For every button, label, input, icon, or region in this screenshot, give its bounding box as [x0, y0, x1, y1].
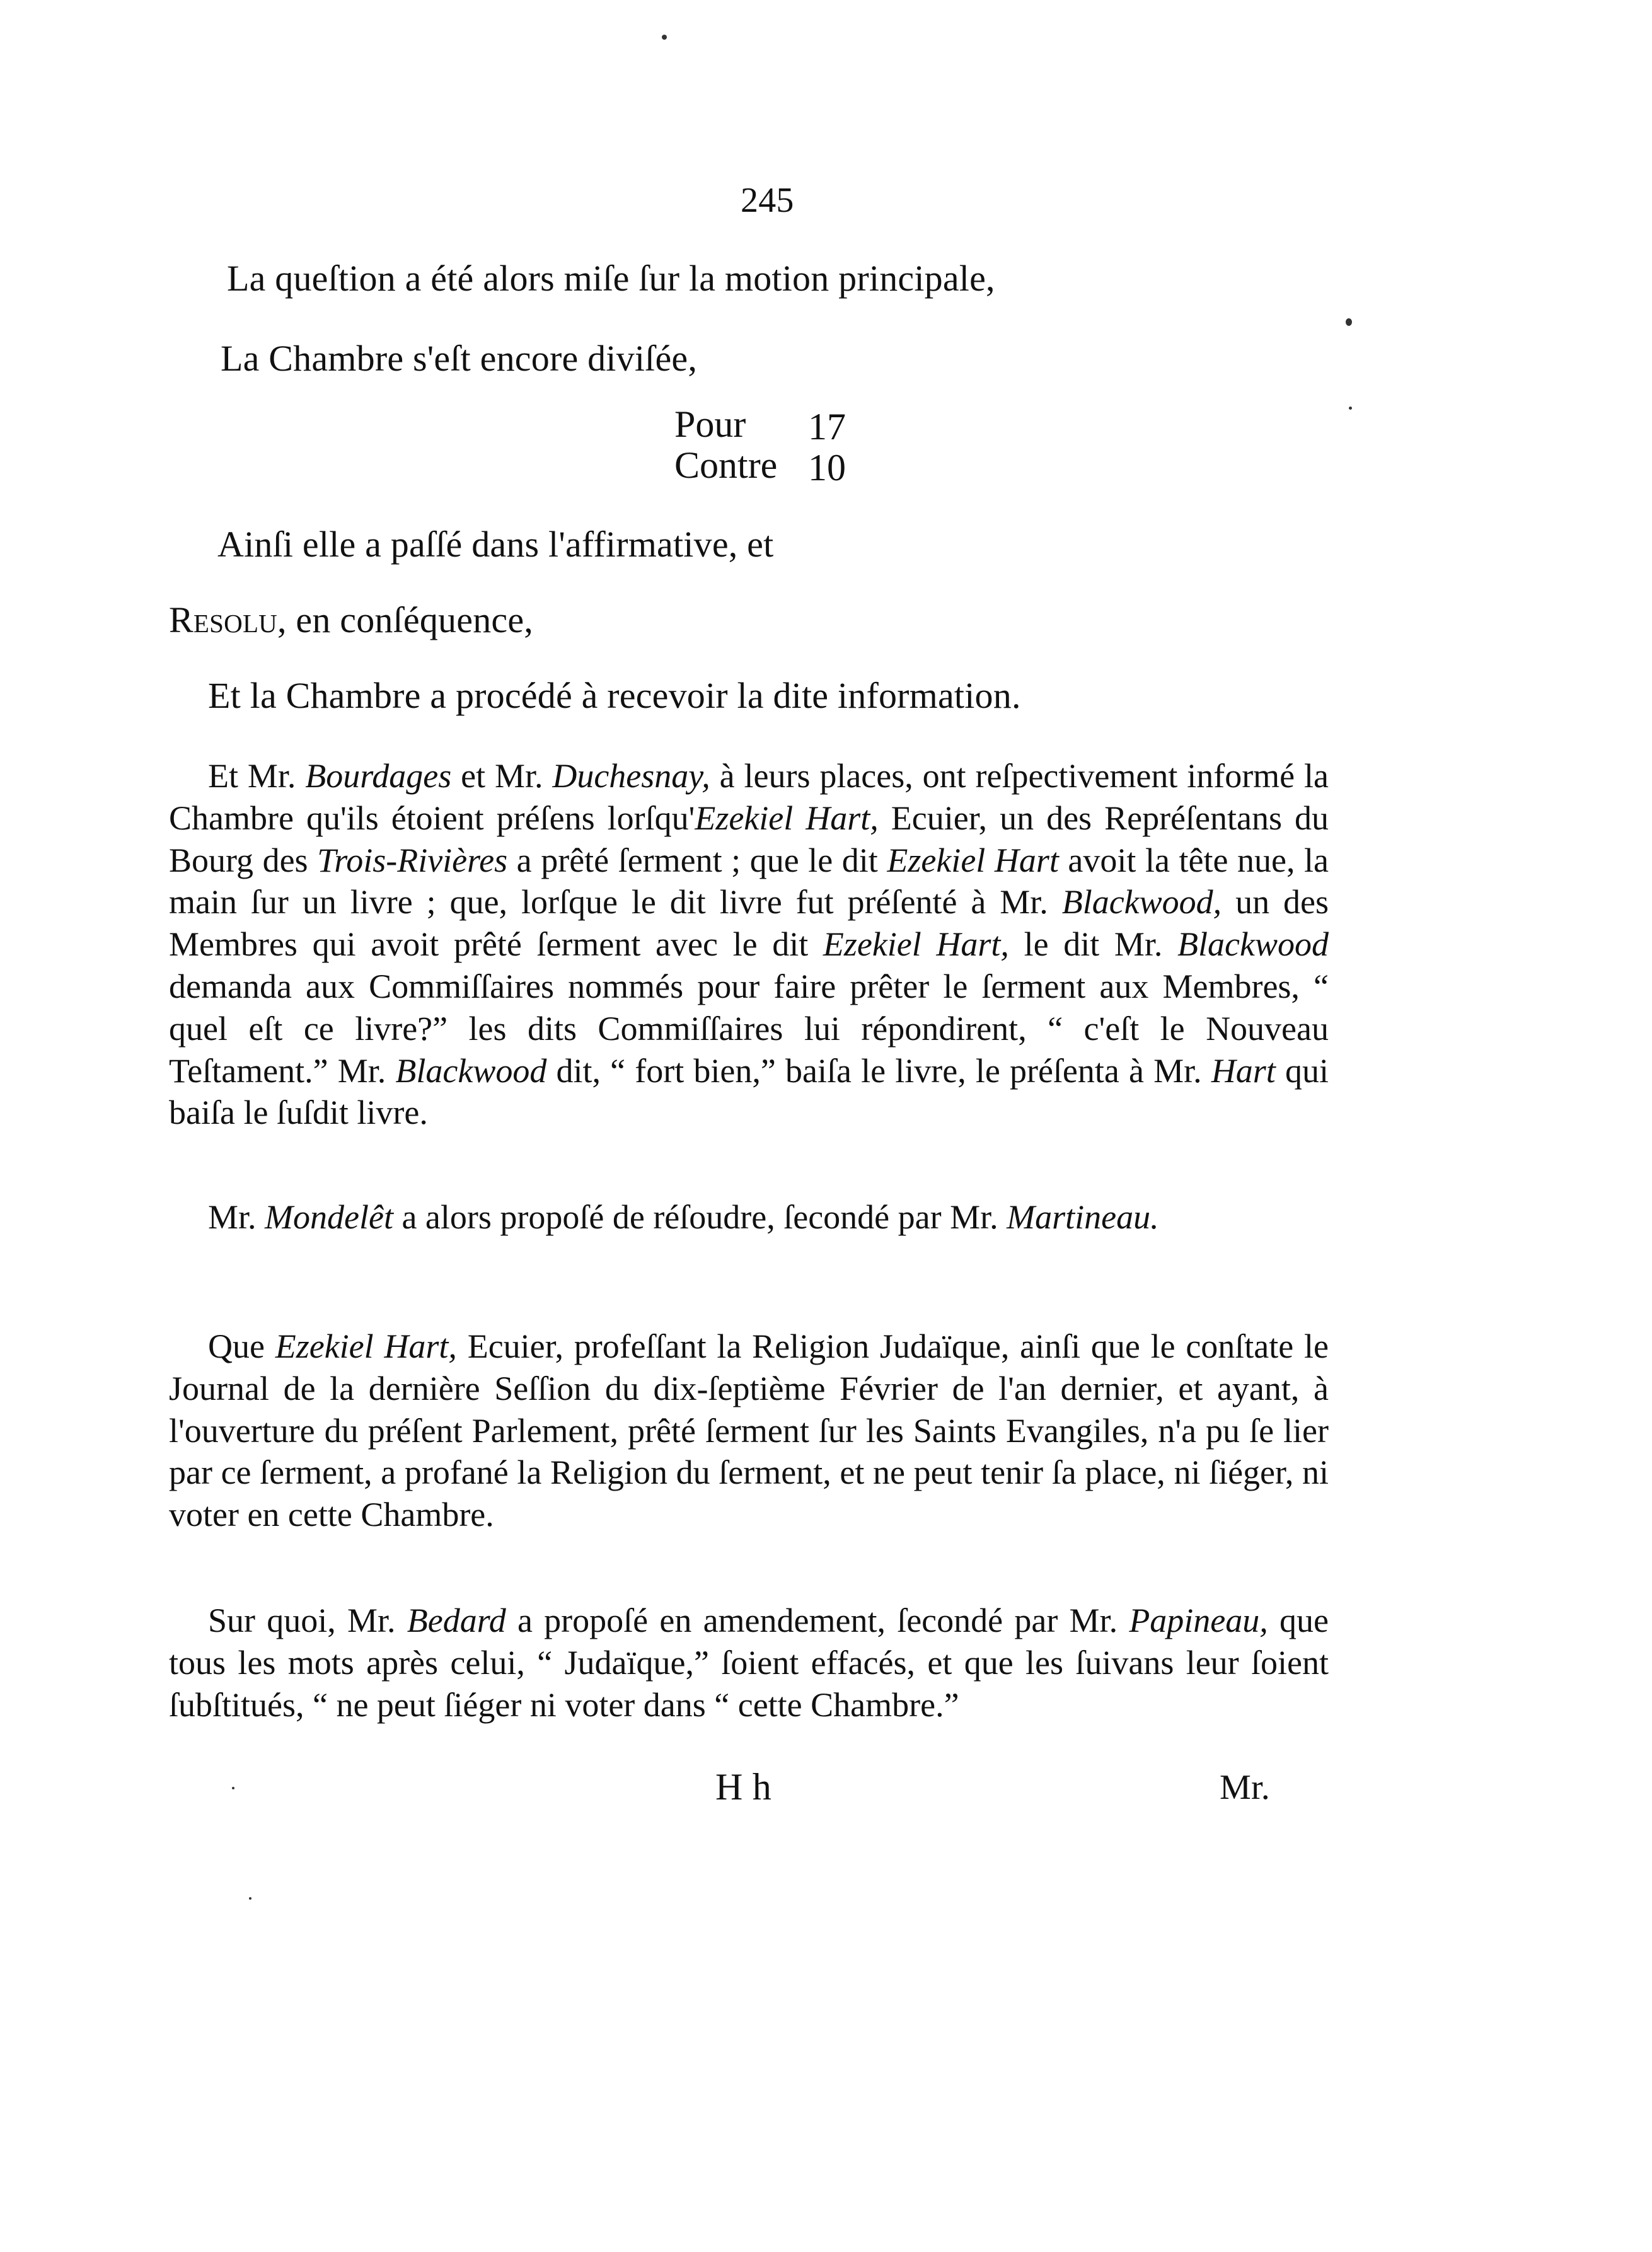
name-martineau: Martineau.: [1007, 1198, 1159, 1236]
vote-pour-label: Pour: [674, 403, 746, 445]
name-trois-rivieres: Trois-Rivières: [317, 841, 508, 879]
vote-pour-value: 17: [808, 406, 846, 448]
line-question-mise: La queſtion a été alors miſe ſur la motion principale,: [227, 258, 995, 299]
name-bedard: Bedard: [407, 1602, 506, 1639]
scan-speck: [249, 1897, 251, 1900]
scan-speck: [1349, 407, 1352, 410]
name-ezekiel-hart: Ezekiel Hart: [887, 841, 1059, 879]
signature-mark: H h: [715, 1766, 771, 1808]
paragraph-oath-report: Et Mr. Bourdages et Mr. Duchesnay, à leurs places, ont reſpectivement informé la Chambre qu'ils étoient préſens lorſqu'Ezekiel Hart, Ecuier, un des Repréſentans du Bourg des Trois-Rivières a prêté ſerment ; que le dit Ezekiel Hart avoit la tête nue, la main ſur un livre ; que, lorſque le dit livre fut préſenté à Mr. Blackwood, un des Membres qui avoit prêté ſerment avec le dit Ezekiel Hart, le dit Mr. Blackwood demanda aux Commiſſaires nommés pour faire prêter le ſerment aux Membres, “ quel eſt ce livre?” les dits Commiſſaires lui répondirent, “ c'eſt le Nouveau Teſtament.” Mr. Blackwood dit, “ fort bien,” baiſa le livre, le préſenta à Mr. Hart qui baiſa le ſuſdit livre.: [169, 757, 1329, 1132]
resolu-rest: en conſéquence,: [296, 599, 533, 640]
paragraph-bedard-amendment: Sur quoi, Mr. Bedard a propoſé en amendement, ſecondé par Mr. Papineau, que tous les mots après celui, “ Judaïque,” ſoient effacés, et que les ſuivans leur ſoient ſubſtitués, “ ne peut ſiéger ni voter dans “ cette Chambre.”: [169, 1602, 1329, 1724]
name-mondelet: Mondelêt: [265, 1198, 393, 1236]
scan-speck: [1346, 318, 1352, 326]
name-ezekiel-hart: Ezekiel Hart,: [695, 799, 879, 837]
name-duchesnay: Duchesnay,: [552, 757, 710, 795]
paragraph-resolution-text: Que Ezekiel Hart, Ecuier, profeſſant la Religion Judaïque, ainſi que le conſtate le Journal de la dernière Seſſion du dix-ſeptième Février de l'an dernier, et ayant, à l'ouverture du préſent Parlement, prêté ſerment ſur les Saints Evangiles, n'a pu ſe lier par ce ſerment, a profané la Religion du ſerment, et ne peut tenir ſa place, ni ſiéger, ni voter en cette Chambre.: [169, 1327, 1329, 1534]
vote-contre-label: Contre: [674, 444, 778, 486]
name-blackwood: Blackwood: [1177, 925, 1329, 964]
resolu-word: Resolu,: [169, 599, 287, 640]
paragraph-mondelet-motion: Mr. Mondelêt a alors propoſé de réſoudre, ſecondé par Mr. Martineau.: [208, 1198, 1159, 1236]
name-bourdages: Bourdages: [305, 757, 452, 795]
line-chambre-divisee: La Chambre s'eſt encore diviſée,: [221, 338, 698, 379]
scan-speck: [232, 1787, 234, 1789]
line-resolu: [169, 599, 533, 640]
line-information: Et la Chambre a procédé à recevoir la dite information.: [208, 675, 1021, 716]
name-papineau: Papineau,: [1129, 1602, 1268, 1639]
name-blackwood: Blackwood: [395, 1051, 547, 1090]
name-blackwood: Blackwood,: [1061, 883, 1222, 921]
name-hart: Hart: [1211, 1051, 1276, 1090]
page-number: 245: [741, 181, 794, 220]
line-affirmative: Ainſi elle a paſſé dans l'affirmative, et: [217, 524, 774, 565]
name-ezekiel-hart: Ezekiel Hart,: [275, 1327, 457, 1365]
scan-speck: [662, 35, 667, 40]
name-ezekiel-hart: Ezekiel Hart,: [823, 925, 1009, 964]
vote-contre-value: 10: [808, 447, 846, 488]
catchword: Mr.: [1220, 1768, 1270, 1807]
